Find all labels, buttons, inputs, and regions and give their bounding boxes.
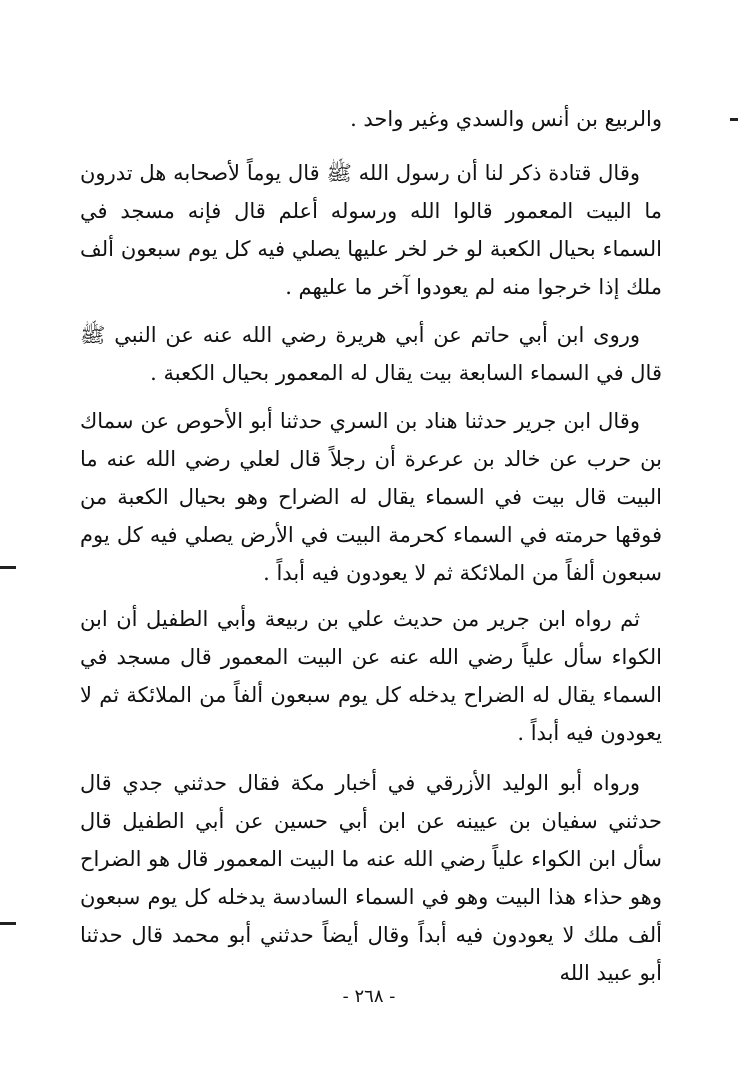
paragraph-text: وقال ابن جرير حدثنا هناد بن السري حدثنا أبو الأحوص عن سماك بن حرب عن خالد بن عرعرة أن رجلاً قال لعلي رضي الله عنه ما البيت قال بيت في السماء يقال له الضراح وهو بحيال الكعبة من فوقها حرمته في السماء كحرمة البيت في الأرض يصلي فيه كل يوم سبعون ألفاً من الملائكة ثم لا يعودون فيه أبداً . xyxy=(80,409,662,585)
scan-edge-mark xyxy=(0,922,16,925)
paragraph-text: ثم رواه ابن جرير من حديث علي بن ربيعة وأبي الطفيل أن ابن الكواء سأل علياً رضي الله عنه عن البيت المعمور قال مسجد في السماء يقال له الضراح يدخله كل يوم سبعون ألفاً من الملائكة ثم لا يعودون فيه أبداً . xyxy=(80,607,662,745)
scan-edge-mark xyxy=(0,566,16,569)
paragraph xyxy=(80,402,662,592)
paragraph xyxy=(80,764,662,992)
page-number: - ٢٦٨ - xyxy=(342,986,396,1007)
paragraph-text: وروى ابن أبي حاتم عن أبي هريرة رضي الله عنه عن النبي ﷺ قال في السماء السابعة بيت يقال له المعمور بحيال الكعبة . xyxy=(80,323,662,385)
paragraph-text: وقال قتادة ذكر لنا أن رسول الله ﷺ قال يوماً لأصحابه هل تدرون ما البيت المعمور قالوا الله ورسوله أعلم قال فإنه مسجد في السماء بحيال الكعبة لو خر لخر عليها يصلي فيه كل يوم سبعون ألف ملك إذا خرجوا منه لم يعودوا آخر ما عليهم . xyxy=(80,161,662,299)
paragraph-text: ورواه أبو الوليد الأزرقي في أخبار مكة فقال حدثني جدي قال حدثني سفيان بن عيينه عن ابن أبي حسين عن أبي الطفيل قال سأل ابن الكواء علياً رضي الله عنه ما البيت المعمور قال هو الضراح وهو حذاء هذا البيت وهو في السماء السادسة يدخله كل يوم سبعون ألف ملك لا يعودون فيه أبداً وقال أيضاً حدثني أبو محمد قال حدثنا أبو عبيد الله xyxy=(80,771,662,985)
scan-edge-mark xyxy=(730,118,738,121)
paragraph xyxy=(80,316,662,392)
paragraph xyxy=(80,600,662,752)
paragraph xyxy=(80,154,662,306)
paragraph xyxy=(80,100,662,138)
paragraph-text: والربيع بن أنس والسدي وغير واحد . xyxy=(350,107,662,131)
